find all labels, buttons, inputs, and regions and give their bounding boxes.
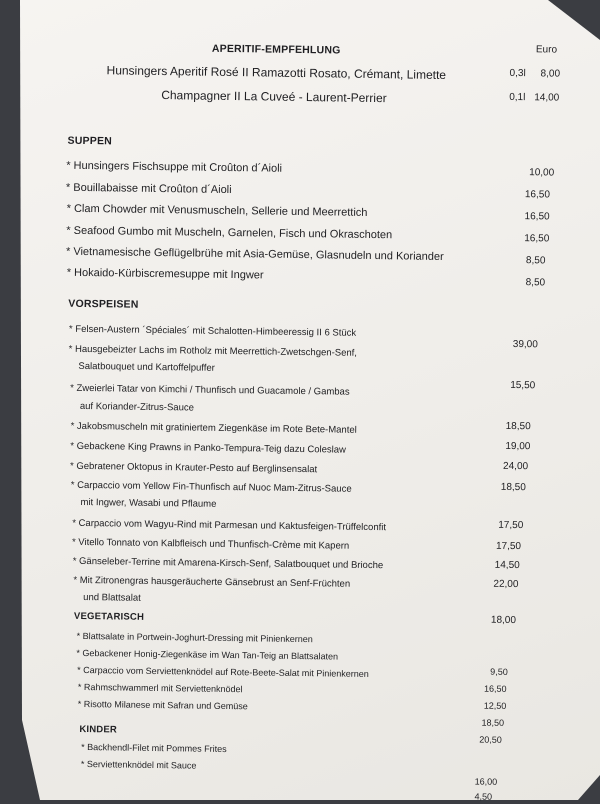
menu-item-continuation: mit Ingwer, Wasabi und Pflaume [80, 496, 217, 510]
menu-item-price: 9,50 [490, 666, 508, 677]
currency-label: Euro [535, 44, 558, 56]
menu-item: * Hokaido-Kürbiscremesuppe mit Ingwer [66, 266, 264, 282]
menu-item-price: 18,50 [481, 717, 505, 728]
vegetarisch-heading: VEGETARISCH [73, 610, 145, 623]
menu-item-continuation: auf Koriander-Zitrus-Sauce [79, 400, 195, 414]
menu-item-continuation: Salatbouquet und Kartoffelpuffer [78, 360, 215, 374]
menu-item-price: 16,50 [524, 211, 550, 223]
menu-item-price: 16,50 [524, 189, 550, 201]
aperitif-heading: APERITIF-EMPFEHLUNG [211, 42, 341, 57]
menu-item: * Vitello Tonnato von Kalbfleisch und Thunfisch-Crème mit Kapern [71, 536, 350, 552]
menu-item-price: 16,50 [483, 683, 507, 694]
aperitif-price: 14,00 [534, 92, 560, 104]
menu-item-price: 8,50 [525, 277, 546, 289]
aperitif-volume: 0,3l [509, 67, 526, 80]
suppen-heading: SUPPEN [67, 134, 113, 148]
menu-item: * Gänseleber-Terrine mit Amarena-Kirsch-Senf, Salatbouquet und Brioche [72, 555, 384, 572]
menu-item: * Mit Zitronengras hausgeräucherte Gänsebrust an Senf-Früchten [73, 574, 351, 590]
menu-item-price: 16,50 [524, 233, 550, 245]
menu-item-price: 16,00 [474, 776, 498, 787]
menu-item: * Gebratener Oktopus in Krauter-Pesto auf Berglinsensalat [69, 460, 318, 476]
menu-item: * Hausgebeizter Lachs im Rotholz mit Meerrettich-Zwetschgen-Senf, [68, 343, 358, 359]
menu-item-price: 18,50 [500, 481, 526, 494]
menu-item-price: 14,50 [494, 559, 520, 572]
menu-item: * Gebackener Honig-Ziegenkäse im Wan Tan-Teig an Blattsalaten [76, 647, 339, 662]
menu-item: * Blattsalate in Portwein-Joghurt-Dressing mit Pinienkernen [76, 630, 313, 645]
menu-item: * Carpaccio vom Yellow Fin-Thunfisch auf Nuoc Mam-Zitrus-Sauce [70, 479, 352, 495]
menu-item-price: 24,00 [503, 460, 529, 473]
menu-item-price: 22,00 [493, 578, 519, 591]
aperitif-item: Hunsingers Aperitif Rosé II Ramazotti Rosato, Crémant, Limette [106, 63, 447, 83]
menu-item: * Hunsingers Fischsuppe mit Croûton d´Aioli [66, 159, 283, 175]
menu-item: * Bouillabaisse mit Croûton d´Aioli [65, 181, 232, 197]
menu-item: * Backhendl-Filet mit Pommes Frites [81, 741, 227, 755]
menu-item: * Zweierlei Tatar von Kimchi / Thunfisch und Guacamole / Gambas [70, 382, 350, 398]
menu-item-price: 20,50 [479, 734, 502, 745]
vorspeisen-heading: VORSPEISEN [68, 297, 139, 311]
menu-item-price: 18,00 [490, 614, 517, 627]
menu-item: * Gebackene King Prawns in Panko-Tempura-Teig dazu Coleslaw [70, 440, 347, 456]
menu-item: * Clam Chowder mit Venusmuscheln, Sellerie und Meerrettich [66, 202, 368, 219]
menu-item-price: 12,50 [483, 700, 507, 711]
menu-item-price: 17,50 [495, 540, 522, 553]
menu-item: * Rahmschwammerl mit Serviettenknödel [77, 681, 243, 695]
aperitif-item: Champagner II La Cuveé - Laurent-Perrier [161, 88, 387, 106]
menu-item-price: 15,50 [510, 379, 536, 392]
menu-item-price: 17,50 [498, 519, 524, 532]
menu-item: * Seafood Gumbo mit Muscheln, Garnelen, Fisch und Okraschoten [66, 224, 393, 242]
menu-item-continuation: und Blattsalat [83, 591, 141, 604]
menu-item: * Carpaccio vom Serviettenknödel auf Rote-Beete-Salat mit Pinienkernen [77, 664, 369, 679]
menu-item-price: 4,50 [474, 791, 493, 802]
menu-item-price: 39,00 [512, 338, 538, 351]
menu-item: * Serviettenknödel mit Sauce [80, 758, 197, 771]
menu-item: * Jakobsmuscheln mit gratiniertem Ziegenkäse im Rote Bete-Mantel [70, 420, 357, 436]
menu-item: * Risotto Milanese mit Safran und Gemüse [77, 698, 248, 712]
menu-item: * Felsen-Austern ´Spéciales´ mit Schalotten-Himbeeressig II 6 Stück [68, 323, 357, 339]
kinder-heading: KINDER [79, 723, 118, 736]
aperitif-price: 8,00 [540, 68, 561, 80]
menu-item-price: 8,50 [525, 255, 546, 267]
aperitif-volume: 0,1l [509, 91, 526, 104]
menu-item-price: 19,00 [505, 440, 531, 453]
menu-item-price: 18,50 [505, 420, 531, 433]
menu-item: * Carpaccio vom Wagyu-Rind mit Parmesan und Kaktusfeigen-Trüffelconfit [72, 517, 387, 534]
menu-item: * Vietnamesische Geflügelbrühe mit Asia-Gemüse, Glasnudeln und Koriander [65, 245, 444, 263]
menu-item-price: 10,00 [529, 167, 555, 179]
